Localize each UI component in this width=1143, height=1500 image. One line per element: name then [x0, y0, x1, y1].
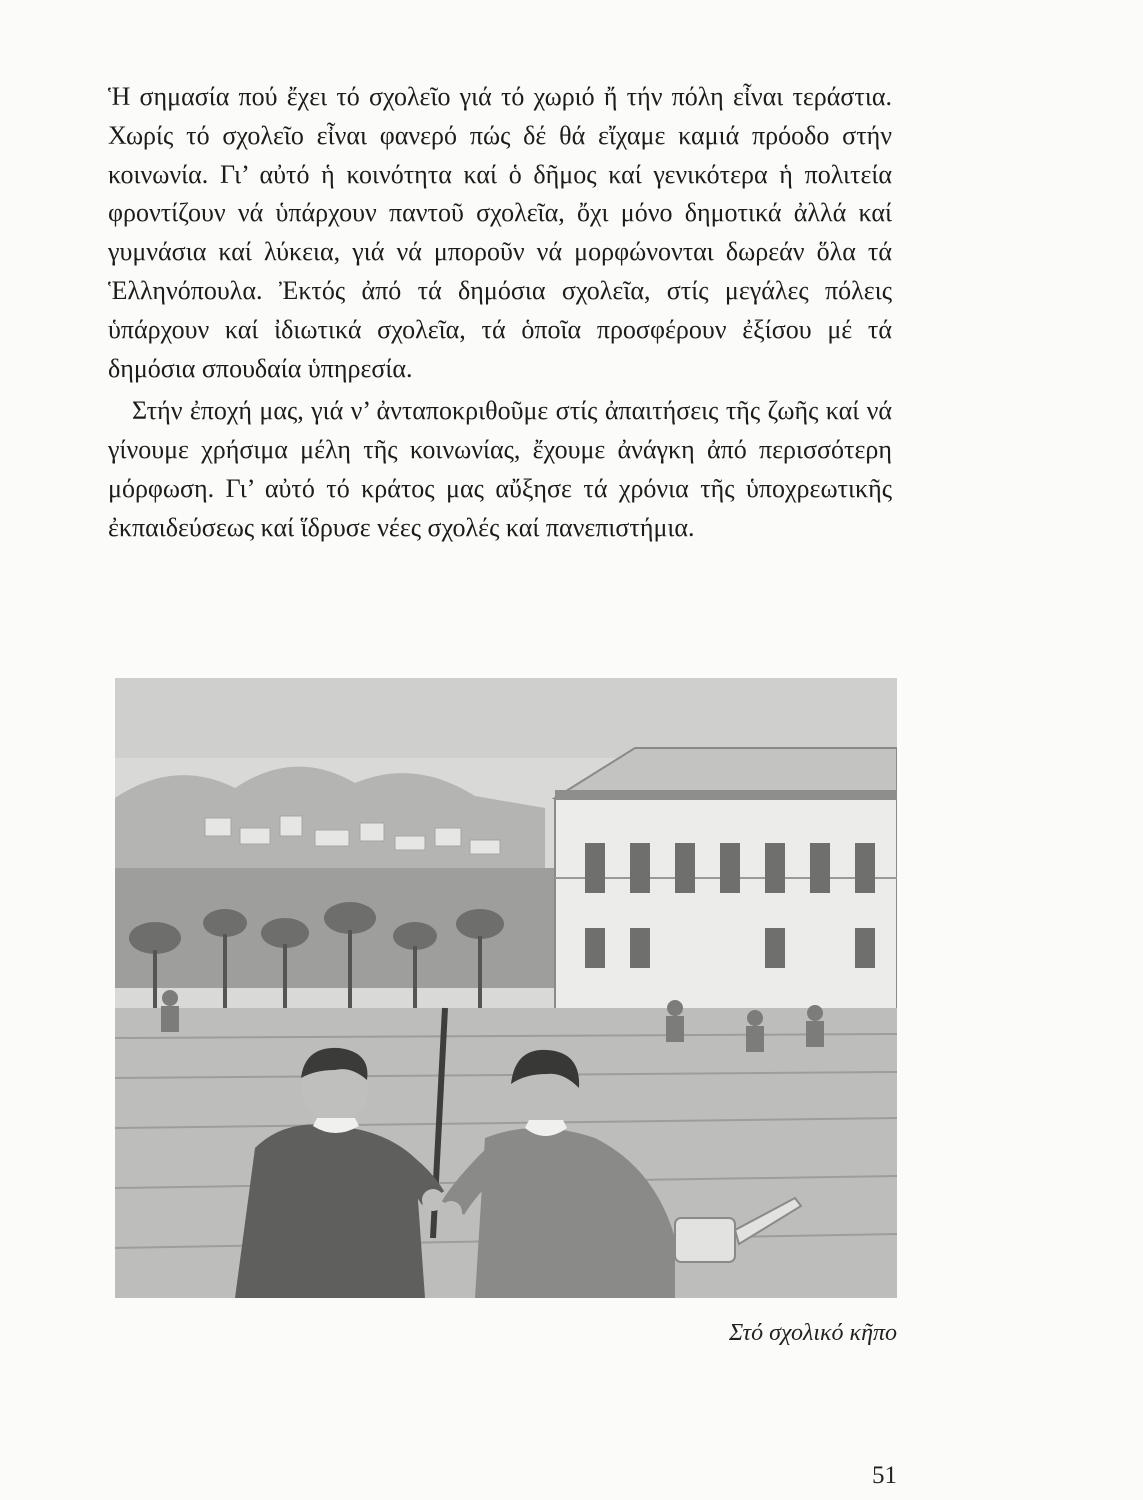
school-garden-illustration	[115, 678, 897, 1298]
page-number: 51	[872, 1462, 897, 1489]
paragraph-1: Ἡ σημασία πού ἔχει τό σχολεῖο γιά τό χωριό ἤ τήν πόλη εἶναι τεράστια. Χωρίς τό σχολεῖο εἶναι φανερό πώς δέ θά εἴχαμε καμιά πρόοδο στήν κοινωνία. Γι’ αὐτό ἡ κοινότητα καί ὁ δῆμος καί γενικότερα ἡ πολιτεία φροντίζουν νά ὑπάρχουν παντοῦ σχολεῖα, ὄχι μόνο δημοτικά ἀλλά καί γυμνάσια καί λύκεια, γιά νά μποροῦν νά μορφώνονται δωρεάν ὅλα τά Ἑλληνόπουλα. Ἐκτός ἀπό τά δημόσια σχολεῖα, στίς μεγάλες πόλεις ὑπάρχουν καί ἰδιωτικά σχολεῖα, τά ὁποῖα προσφέρουν ἐξίσου μέ τά δημόσια σπουδαία ὑπηρεσία.	[108, 82, 892, 383]
illustration-caption: Στό σχολικό κῆπο	[729, 1320, 897, 1346]
body-text	[108, 78, 892, 548]
paragraph-2: Στήν ἐποχή μας, γιά ν’ ἀνταποκριθοῦμε στίς ἀπαιτήσεις τῆς ζωῆς καί νά γίνουμε χρήσιμα μέλη τῆς κοινωνίας, ἔχουμε ἀνάγκη ἀπό περισσότερη μόρφωση. Γι’ αὐτό τό κράτος μας αὔξησε τά χρόνια τῆς ὑποχρεωτικῆς ἐκπαιδεύσεως καί ἵδρυσε νέες σχολές καί πανεπιστήμια.	[108, 396, 892, 542]
